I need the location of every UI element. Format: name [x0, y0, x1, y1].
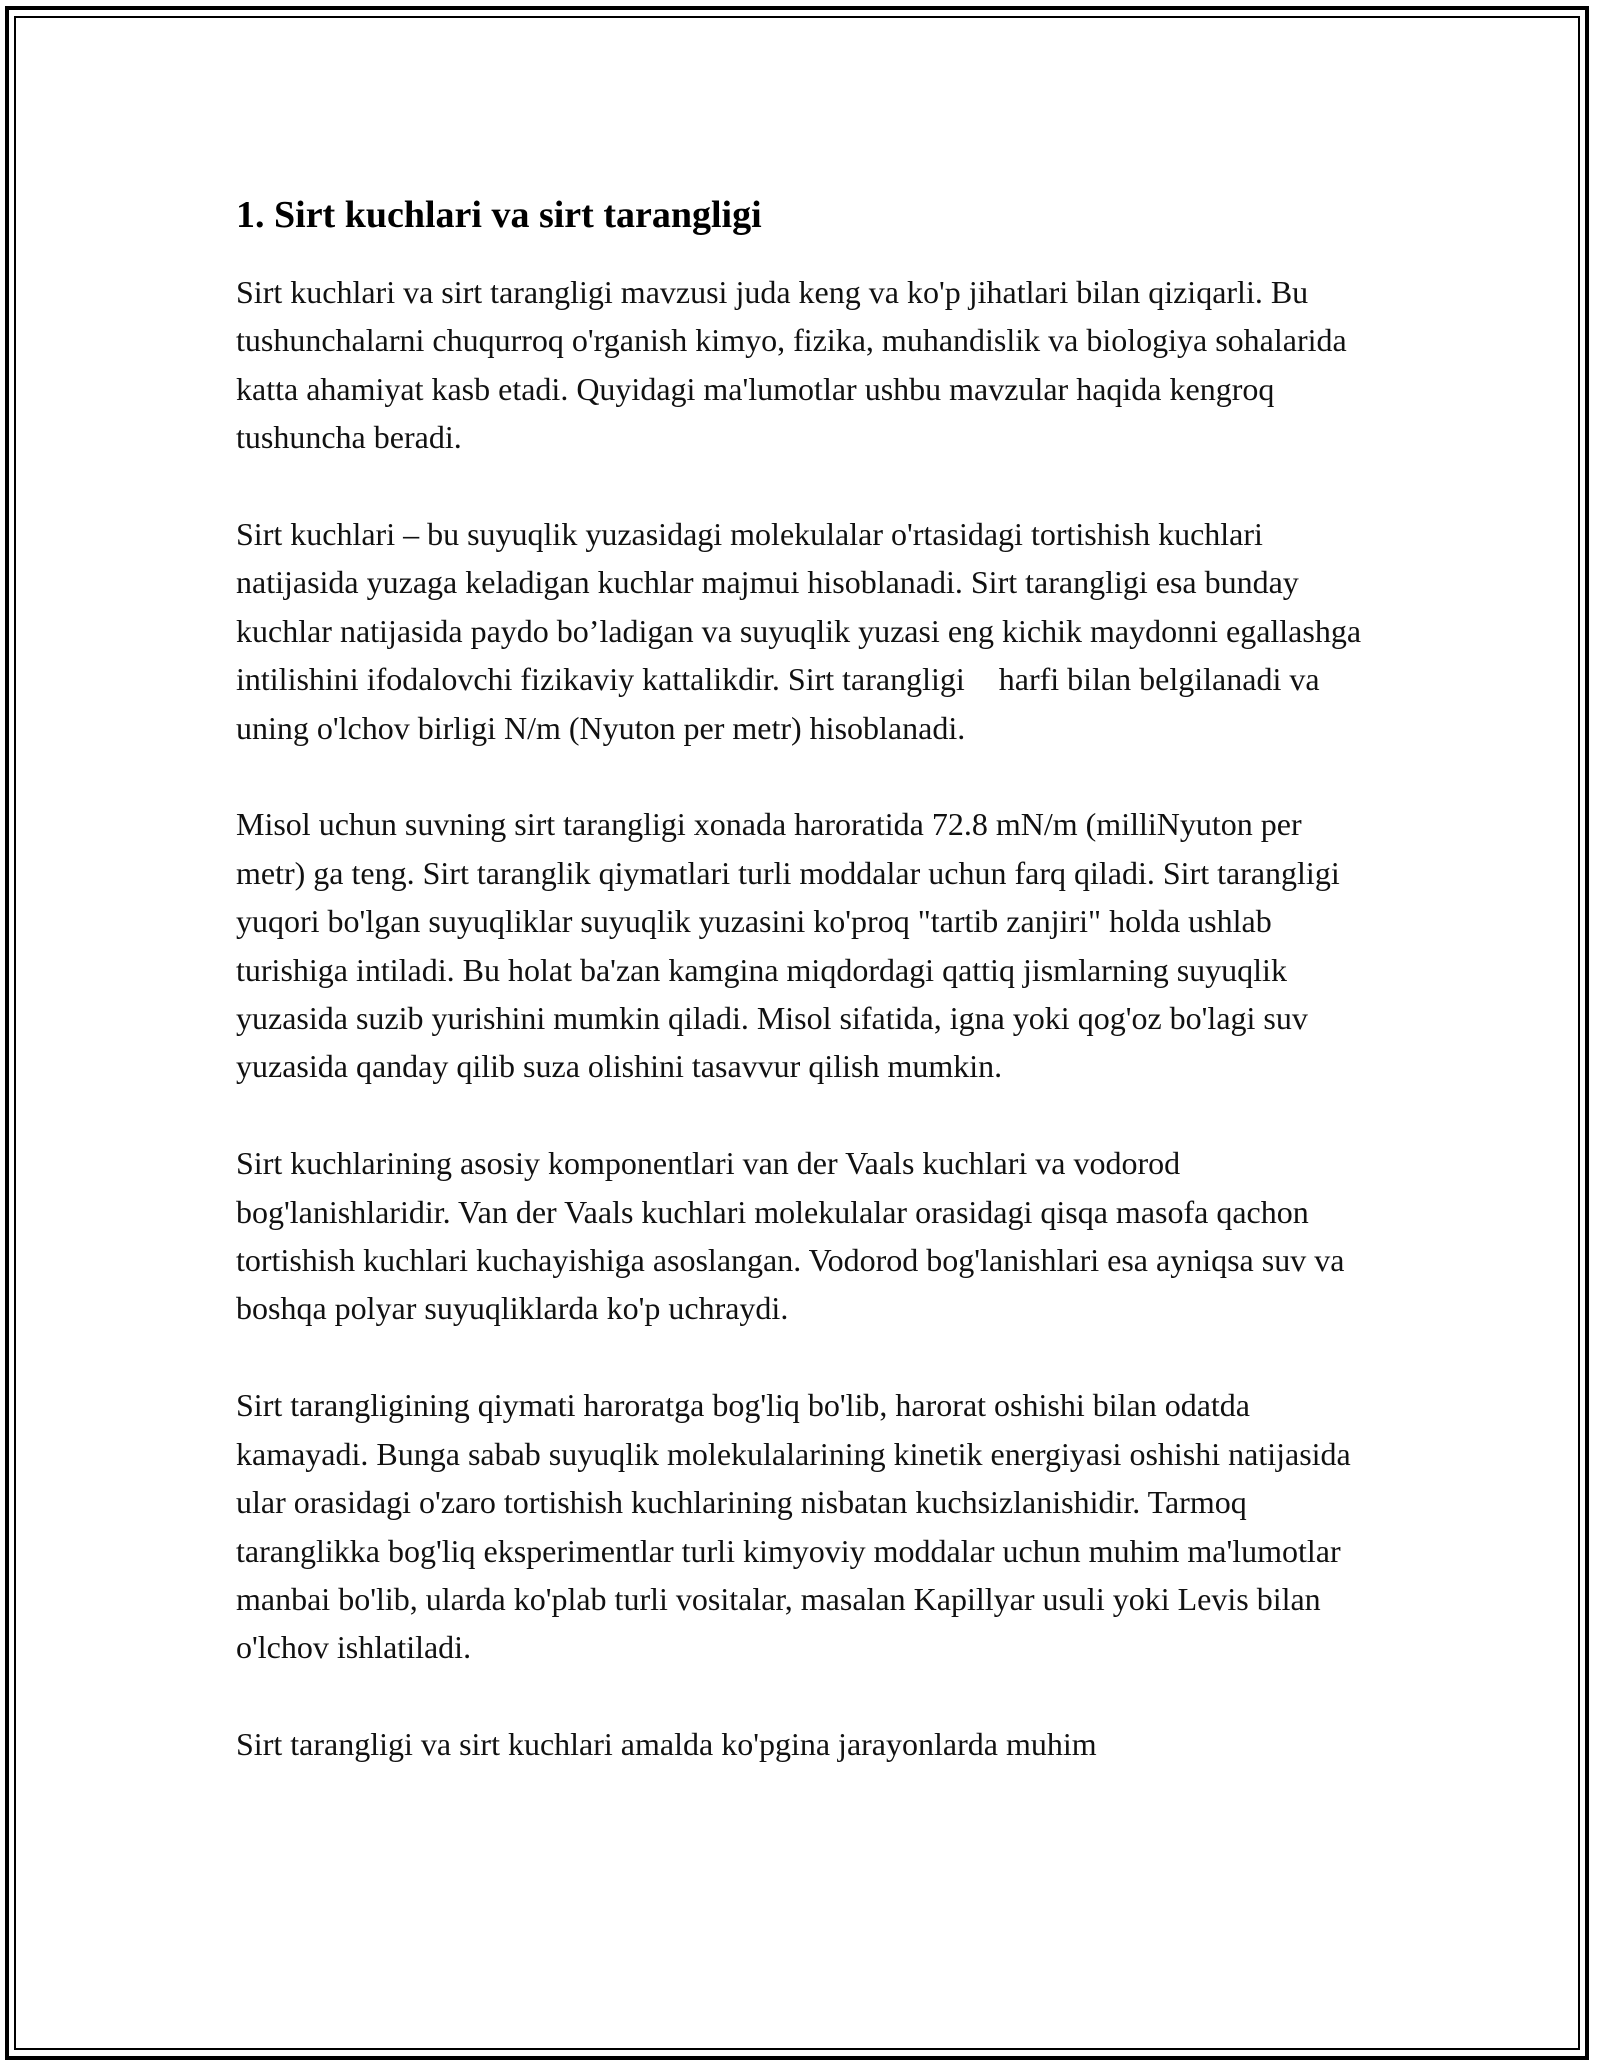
section-heading: 1. Sirt kuchlari va sirt tarangligi: [236, 194, 762, 236]
paragraph-components: Sirt kuchlarining asosiy komponentlari van der Vaals kuchlari va vodorod bog'lanishlaridir. Van der Vaals kuchlari molekulalar orasidagi qisqa masofa qachon tortishish kuchlari kuchayishiga asoslangan. Vodorod bog'lanishlari esa ayniqsa suv va boshqa polyar suyuqliklarda ko'p uchraydi.: [236, 1145, 1345, 1327]
document-body: [236, 190, 1376, 1817]
paragraph-applications: Sirt tarangligi va sirt kuchlari amalda ko'pgina jarayonlarda muhim: [236, 1726, 1097, 1763]
paragraph-intro: Sirt kuchlari va sirt tarangligi mavzusi juda keng va ko'p jihatlari bilan qiziqarli. Bu tushunchalarni chuqurroq o'rganish kimyo, fizika, muhandislik va biologiya sohalarida katta ahamiyat kasb etadi. Quyidagi ma'lumotlar ushbu mavzular haqida kengroq tushuncha beradi.: [236, 274, 1347, 456]
paragraph-definition: [236, 510, 1376, 752]
definition-text-after-symbol: harfi bilan belgilanadi va uning o'lchov birligi N/m (Nyuton per metr) hisoblanadi.: [236, 661, 1320, 746]
definition-text-before-symbol: Sirt kuchlari – bu suyuqlik yuzasidagi molekulalar o'rtasidagi tortishish kuchlari natijasida yuzaga keladigan kuchlar majmui hisoblanadi. Sirt tarangligi esa bunday kuchlar natijasida paydo bo’ladigan va suyuqlik yuzasi eng kichik maydonni egallashga intilishini ifodalovchi fizikaviy kattalikdir. Sirt tarangligi: [236, 516, 1362, 698]
paragraph-example: Misol uchun suvning sirt tarangligi xonada haroratida 72.8 mN/m (milliNyuton per metr) ga teng. Sirt taranglik qiymatlari turli moddalar uchun farq qiladi. Sirt tarangligi yuqori bo'lgan suyuqliklar suyuqlik yuzasini ko'proq "tartib zanjiri" holda ushlab turishiga intiladi. Bu holat ba'zan kamgina miqdordagi qattiq jismlarning suyuqlik yuzasida suzib yurishini mumkin qiladi. Misol sifatida, igna yoki qog'oz bo'lagi suv yuzasida qanday qilib suza olishini tasavvur qilish mumkin.: [236, 806, 1340, 1085]
paragraph-temperature: Sirt tarangligining qiymati haroratga bog'liq bo'lib, harorat oshishi bilan odatda kamayadi. Bunga sabab suyuqlik molekulalarining kinetik energiyasi oshishi natijasida ular orasidagi o'zaro tortishish kuchlarining nisbatan kuchsizlanishidir. Tarmoq taranglikka bog'liq eksperimentlar turli kimyoviy moddalar uchun muhim ma'lumotlar manbai bo'lib, ularda ko'plab turli vositalar, masalan Kapillyar usuli yoki Levis bilan o'lchov ishlatiladi.: [236, 1387, 1351, 1666]
